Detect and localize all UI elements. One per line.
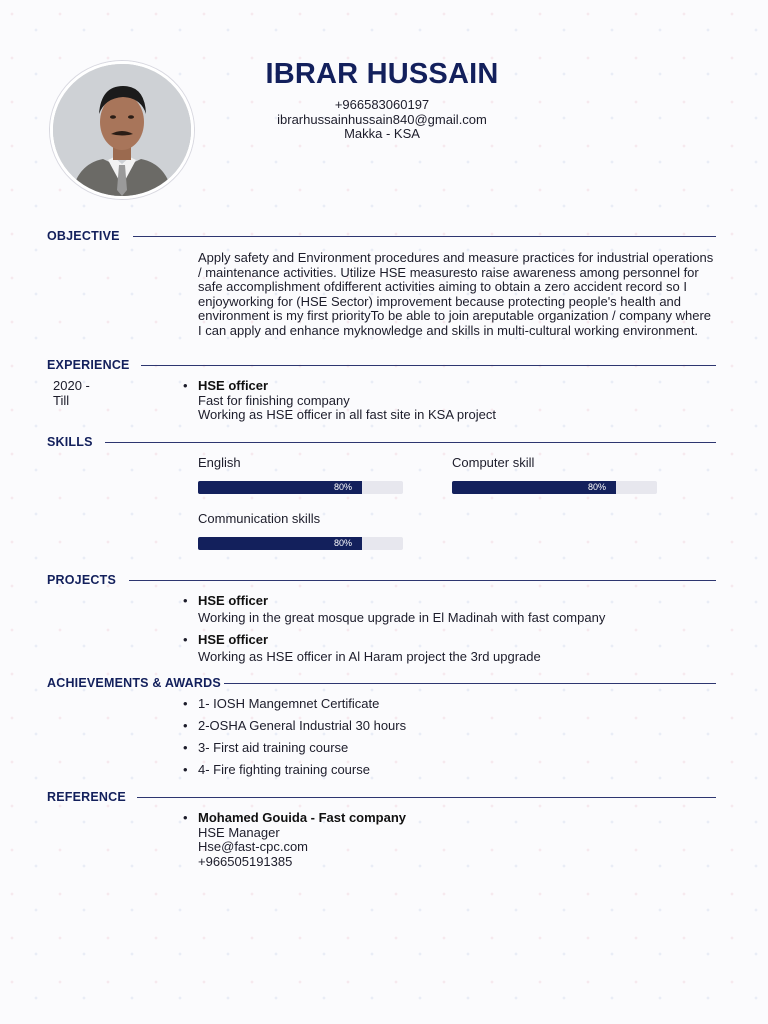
projects-list [178, 594, 718, 664]
objective-text: Apply safety and Environment procedures and measure practices for industrial operations / maintenance activities. Utilize HSE measuresto raise awareness among personnel for safe accomplishment ofdifferent activities aiming to obtain a zero accident record so I enjoyworking for (HSE Sector) improvement because protecting people's health and environment is my first priorityTo be able to join areputable organization / company where I can apply and enhance myknowledge and skills in multi-cultural working environment. [198, 250, 714, 338]
experience-date-to: Till [53, 393, 70, 408]
list-item [178, 633, 718, 664]
project-role: • HSE officer [198, 632, 269, 648]
project-role: • HSE officer [198, 593, 269, 608]
reference-name: • Mohamed Gouida - Fast company [198, 810, 407, 825]
experience-list [178, 379, 698, 423]
objective-title: OBJECTIVE [47, 229, 120, 243]
candidate-name: IBRAR HUSSAIN [265, 58, 499, 90]
reference-position: HSE Manager [198, 824, 280, 840]
projects-divider [129, 580, 716, 581]
reference-email: Hse@fast-cpc.com [198, 839, 308, 855]
location: Makka - KSA [344, 126, 420, 141]
list-item: • 2-OSHA General Industrial 30 hours [178, 719, 698, 734]
email-address: ibrarhussainhussain840@gmail.com [277, 112, 487, 127]
list-item [178, 379, 698, 423]
person-portrait-icon [53, 64, 191, 196]
list-item: • 4- Fire fighting training course [178, 763, 698, 778]
skill-bar-computer [452, 481, 657, 494]
profile-photo [50, 61, 194, 199]
skills-divider [105, 442, 716, 443]
skill-bar-english [198, 481, 403, 494]
skill-name-communication: Communication skills [198, 511, 321, 526]
skill-bar-communication [198, 537, 403, 550]
objective-divider [133, 236, 716, 237]
skill-bar-fill [452, 481, 616, 494]
experience-divider [141, 365, 716, 366]
list-item [178, 811, 698, 869]
list-item: • 3- First aid training course [178, 741, 698, 756]
reference-divider [137, 797, 716, 798]
reference-list [178, 811, 698, 869]
experience-description: Working as HSE officer in all fast site in KSA project [198, 407, 496, 423]
skill-percent-label: 80% [587, 482, 606, 492]
achievements-title: ACHIEVEMENTS & AWARDS [47, 676, 221, 690]
skill-name-english: English [198, 455, 241, 470]
skills-title: SKILLS [47, 435, 93, 449]
list-item: • 1- IOSH Mangemnet Certificate [178, 697, 698, 712]
experience-company: Fast for finishing company [198, 392, 350, 408]
reference-phone: +966505191385 [198, 853, 293, 869]
list-item [178, 594, 718, 625]
experience-role: • HSE officer [198, 378, 269, 393]
experience-date-from: 2020 - [53, 378, 90, 393]
skill-bar-fill [198, 481, 362, 494]
experience-title: EXPERIENCE [47, 358, 130, 372]
reference-title: REFERENCE [47, 790, 126, 804]
skill-percent-label: 80% [333, 538, 352, 548]
achievements-list [178, 697, 698, 778]
project-description: Working as HSE officer in Al Haram project the 3rd upgrade [198, 648, 541, 664]
project-description: Working in the great mosque upgrade in El Madinah with fast company [198, 609, 606, 625]
skill-name-computer: Computer skill [452, 455, 535, 470]
phone-number: +966583060197 [334, 97, 430, 112]
skill-percent-label: 80% [333, 482, 352, 492]
achievements-divider [224, 683, 716, 684]
skill-bar-fill [198, 537, 362, 550]
projects-title: PROJECTS [47, 573, 116, 587]
